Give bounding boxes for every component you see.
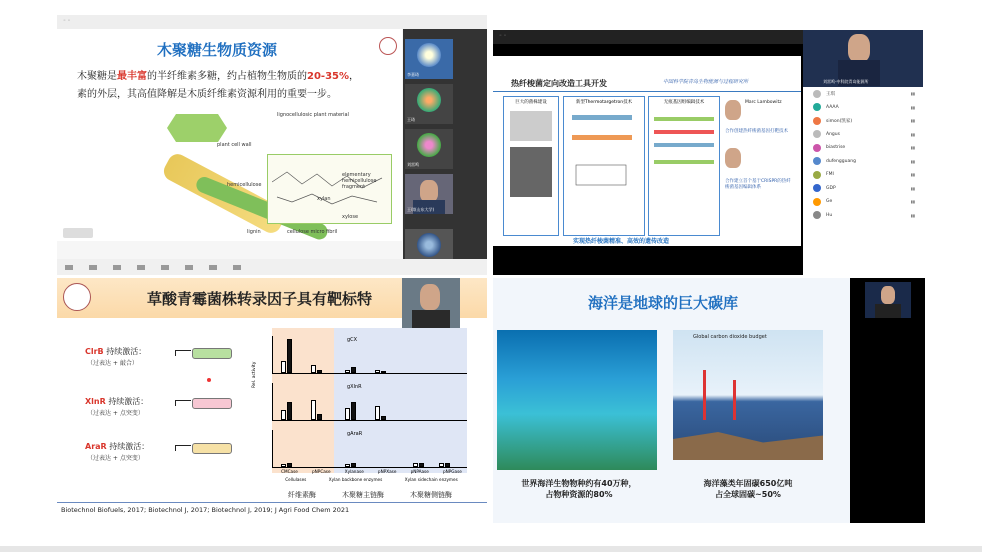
slide-xylan [57,29,402,241]
panel-title: gXlnR [347,384,362,390]
share-icon[interactable] [113,265,121,270]
participant-row[interactable]: Hu ▮▮ [803,209,923,223]
slide-text-line2: 素的外层，其高值降解是木质纤维素资源利用的重要一步。 [77,89,337,100]
window-bar: ◦ ◦ [493,30,923,44]
activity-chart [252,328,467,488]
caption-right: 海洋藻类年固碳650亿吨 占全球固碳~50% [703,479,793,499]
more-icon[interactable] [209,265,217,270]
column-panel: 新型Thermotargetron技术 [563,96,645,236]
slide-title: 草酸青霉菌株转录因子具有靶标特 [147,290,373,308]
chart-panel [272,336,467,374]
caption-left: 世界海洋生物物种约有40万种， 占物种资源的80% [521,479,637,499]
video-panel-xylan [57,15,487,275]
slide-text-line1: 木聚糖是最丰富的半纤维素多糖，约占植物生物质的20-35%， [77,71,360,82]
slide-thermo [493,56,801,246]
participant-tile[interactable]: 王琪(山东大学) [405,174,453,214]
gene-row-note: （过表达 + 敲合） [87,360,138,367]
panel-title: gCX [347,337,358,343]
participant-tile[interactable]: 王琦 [405,84,453,124]
gene-block [192,443,232,454]
diagram-label: hemicellulose [227,182,262,188]
participant-row[interactable]: 王琪 ▮▮ [803,87,923,101]
diagram-label: xylan [317,196,331,202]
ocean-photo [497,330,657,470]
participants-icon[interactable] [137,265,145,270]
xylan-diagram [157,114,397,239]
gene-block [192,398,232,409]
participant-tile[interactable]: 刘雷鸣 [405,129,453,169]
gene-row-note: （过表达 + 点突变） [87,455,144,462]
diagram-label: lignin [247,229,261,235]
column-panel: 巨大的菌株建设 [503,96,559,236]
participant-row[interactable]: Angus ▮▮ [803,128,923,142]
chat-icon[interactable] [161,265,169,270]
diagram-label: elementary hemicellulose fragment [342,172,377,190]
participant-row[interactable]: Ge ▮▮ [803,195,923,209]
participant-row[interactable]: AAAA ▮▮ [803,101,923,115]
cn-group-labels: 纤维素酶 木聚糖主链酶 木聚糖侧链酶 [288,491,452,499]
diagram-label: plant cell wall [217,142,252,148]
video-panel-thermo [493,30,923,275]
references: Biotechnol Biofuels, 2017; Biotechnol J, 2017; Biotechnol J, 2019; J Agri Food Chem 2021 [61,506,350,514]
participant-row[interactable]: dufengguang ▮▮ [803,155,923,169]
slide-title: 海洋是地球的巨大碳库 [587,294,738,312]
speaker-video[interactable] [865,282,911,318]
slide-banner: 中国科学院青岛生物能源与过程研究所 [663,79,749,85]
leave-icon[interactable] [233,265,241,270]
diagram-label: cellulose micro fibril [287,229,338,235]
logo-icon [63,283,91,311]
participant-rows [803,87,923,222]
x-ticks: CMCase pNPCase Xylanase pNPXase pNPAase pNPGase [281,469,462,474]
speaker-video: 刘雷鸣-中科院青岛能源所 [803,30,923,87]
collaborators: Marc Lambowitz 合作创建热纤梭菌基因打靶技术 合作建立首个基于CRISPR的热纤梭菌基因编辑体系 [725,100,791,190]
column-panel: 无痕基因组编辑技术 [648,96,720,236]
diagram-label: xylose [342,214,359,220]
participant-row[interactable]: biastrise ▮▮ [803,141,923,155]
participant-row[interactable]: FMI ▮▮ [803,168,923,182]
slide-title: 热纤梭菌定向改造工具开发 [511,79,607,88]
speaker-panel [850,278,925,523]
slide-footer: 实现热纤梭菌精准、高效的遗传改造 [573,238,670,245]
video-panel-ocean [493,278,925,523]
participant-tiles [403,29,487,275]
chart-panel [272,383,467,421]
participant-tile[interactable]: 李嘉琦 [405,39,453,79]
bottom-bar [0,546,982,552]
y-axis-label: Rel. activity [252,361,257,388]
mic-icon[interactable] [65,265,73,270]
camera-icon[interactable] [89,265,97,270]
gene-row-label: ClrB 持续激活： [85,347,147,356]
gene-block [192,348,232,359]
slide-title: 木聚糖生物质资源 [156,41,277,59]
meeting-toolbar [57,259,487,275]
gene-row-note: （过表达 + 点突变） [87,410,144,417]
record-icon[interactable] [185,265,193,270]
participant-row[interactable]: GDP ▮▮ [803,182,923,196]
carbon-diagram: Global carbon dioxide budget [673,330,823,460]
participant-row[interactable]: simon(凯家) ▮▮ [803,114,923,128]
diagram-label: lignocellulosic plant material [277,112,349,118]
window-bar: ◦ ◦ [57,15,487,29]
video-panel-transcription [57,278,487,523]
gene-row-label: XlnR 持续激活： [85,397,149,406]
panel-title: gAraR [347,431,363,437]
chart-panel [272,430,467,468]
zoom-control[interactable] [63,228,93,238]
logo-icon [379,37,397,55]
participant-list [803,30,923,275]
group-labels: Cellulases Xylan backbone enzymes Xylan sidechain enzymes [285,477,458,482]
gene-row-label: AraR 持续激活： [85,442,150,451]
